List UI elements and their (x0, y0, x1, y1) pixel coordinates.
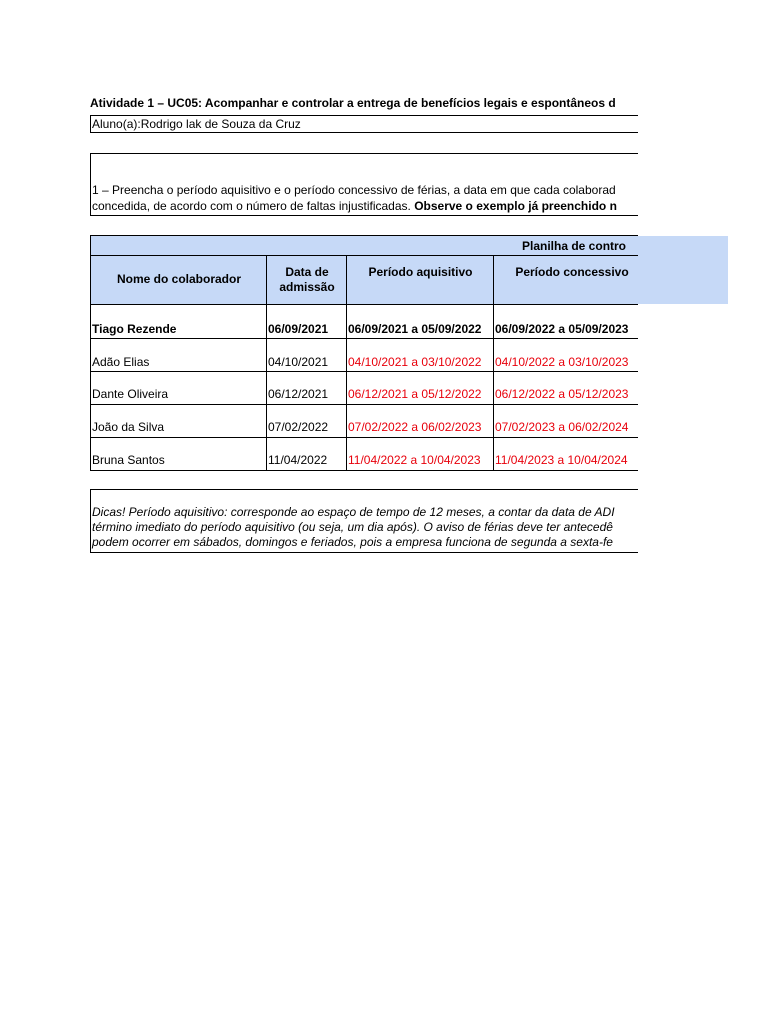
cell-name-text: Adão Elias (92, 355, 150, 369)
cell-concessive[interactable] (493, 372, 638, 405)
spreadsheet-sheet (90, 0, 638, 1024)
cell-admission-text: 07/02/2022 (268, 420, 329, 434)
cell-concessive[interactable] (493, 339, 638, 372)
instructions-line-2 (92, 199, 617, 213)
header-admission-label-2: admissão (279, 280, 335, 294)
cell-admission[interactable] (266, 372, 347, 405)
activity-title: Atividade 1 – UC05: Acompanhar e controlar a entrega de benefícios legais e espontâneos d (90, 96, 616, 110)
cell-admission[interactable] (266, 438, 347, 471)
cell-concessive[interactable] (493, 304, 638, 339)
header-fill-overflow (638, 236, 728, 304)
cell-acquisitive-text: 06/09/2021 a 05/09/2022 (348, 322, 482, 336)
table-row (90, 339, 638, 372)
cell-admission[interactable] (266, 405, 347, 438)
header-acquisitive (346, 255, 494, 305)
header-name-label: Nome do colaborador (116, 272, 241, 286)
cell-acquisitive[interactable] (346, 339, 494, 372)
instructions-line-1: 1 – Preencha o período aquisitivo e o período concessivo de férias, a data em que cada colaborad (92, 183, 616, 197)
cell-name[interactable] (90, 438, 267, 471)
cell-name[interactable] (90, 405, 267, 438)
cell-acquisitive[interactable] (346, 405, 494, 438)
cell-name[interactable] (90, 339, 267, 372)
cell-name[interactable] (90, 372, 267, 405)
tips-line-1: Dicas! Período aquisitivo: corresponde ao espaço de tempo de 12 meses, a contar da data de ADI (92, 505, 615, 519)
cell-name-text: Bruna Santos (92, 453, 165, 467)
instructions-line-2-text: concedida, de acordo com o número de faltas injustificadas. (92, 199, 415, 213)
cell-name[interactable] (90, 304, 267, 339)
cell-acquisitive-text: 04/10/2021 a 03/10/2022 (348, 355, 482, 369)
table-row (90, 372, 638, 405)
cell-admission[interactable] (266, 339, 347, 372)
table-banner (90, 235, 638, 256)
tips-line-3: podem ocorrer em sábados, domingos e feriados, pois a empresa funciona de segunda a sexta-fe (92, 535, 613, 549)
cell-concessive-text: 06/09/2022 a 05/09/2023 (495, 322, 629, 336)
header-name (90, 255, 267, 305)
cell-concessive-text: 04/10/2022 a 03/10/2023 (495, 355, 629, 369)
cell-concessive-text: 11/04/2023 a 10/04/2024 (495, 453, 628, 467)
header-acquisitive-label: Período aquisitivo (368, 265, 473, 279)
cell-admission[interactable] (266, 304, 347, 339)
header-admission-label-1: Data de (285, 265, 329, 279)
cell-acquisitive[interactable] (346, 372, 494, 405)
student-name-cell[interactable]: Aluno(a):Rodrigo lak de Souza da Cruz (90, 115, 638, 133)
header-concessive (493, 255, 638, 305)
header-admission (266, 255, 347, 305)
tips-box (90, 489, 638, 553)
table-row (90, 405, 638, 438)
tips-line-2: término imediato do período aquisitivo (ou seja, um dia após). O aviso de férias deve ter antecedê (92, 520, 613, 534)
cell-admission-text: 11/04/2022 (268, 453, 328, 467)
cell-concessive[interactable] (493, 438, 638, 471)
table-row (90, 304, 638, 339)
instructions-box (90, 153, 638, 216)
cell-acquisitive[interactable] (346, 304, 494, 339)
cell-acquisitive[interactable] (346, 438, 494, 471)
cell-admission-text: 06/09/2021 (268, 322, 329, 336)
cell-acquisitive-text: 11/04/2022 a 10/04/2023 (348, 453, 481, 467)
cell-acquisitive-text: 07/02/2022 a 06/02/2023 (348, 420, 482, 434)
table-banner-title: Planilha de contro (522, 239, 627, 253)
cell-name-text: Dante Oliveira (92, 387, 169, 401)
cell-admission-text: 04/10/2021 (268, 355, 329, 369)
cell-concessive-text: 06/12/2022 a 05/12/2023 (495, 387, 629, 401)
cell-admission-text: 06/12/2021 (268, 387, 329, 401)
header-concessive-label: Período concessivo (515, 265, 629, 279)
cell-concessive[interactable] (493, 405, 638, 438)
cell-name-text: Tiago Rezende (92, 322, 177, 336)
cell-concessive-text: 07/02/2023 a 06/02/2024 (495, 420, 629, 434)
table-row (90, 438, 638, 471)
cell-name-text: João da Silva (92, 420, 165, 434)
instructions-line-2-emphasis: Observe o exemplo já preenchido n (414, 199, 617, 213)
cell-acquisitive-text: 06/12/2021 a 05/12/2022 (348, 387, 482, 401)
